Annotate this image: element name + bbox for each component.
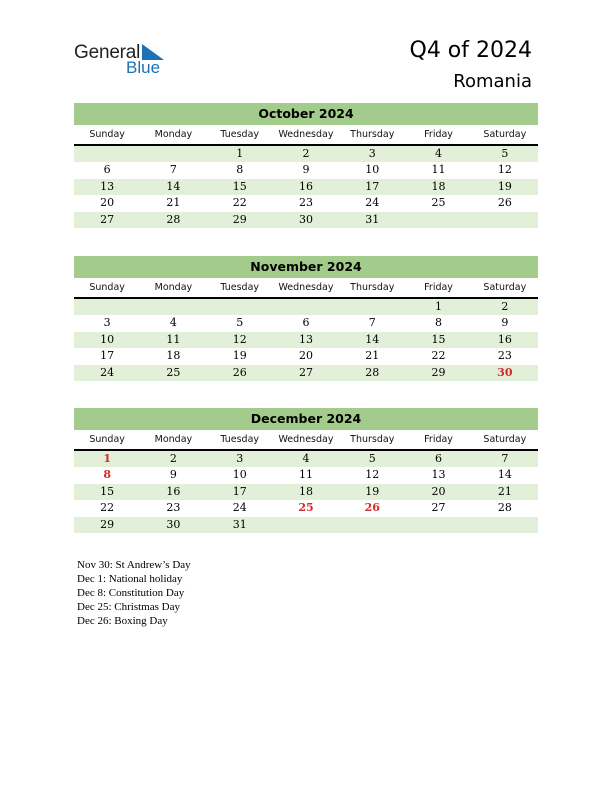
day-cell: 26 bbox=[497, 196, 512, 209]
day-cell: 15 bbox=[431, 332, 446, 346]
day-cell: 18 bbox=[431, 179, 446, 193]
day-cell: 9 bbox=[501, 316, 509, 329]
day-cell: 7 bbox=[169, 163, 177, 176]
weekday-label: Friday bbox=[424, 282, 453, 293]
day-cell: 6 bbox=[435, 451, 443, 465]
day-cell: 15 bbox=[100, 484, 115, 498]
day-cell: 18 bbox=[298, 484, 313, 498]
day-cell: 21 bbox=[497, 484, 512, 498]
day-cell: 22 bbox=[100, 501, 115, 514]
day-cell: 3 bbox=[368, 146, 376, 160]
day-cell: 31 bbox=[365, 212, 380, 226]
weekday-label: Sunday bbox=[89, 282, 125, 293]
day-cell: 8 bbox=[236, 163, 244, 176]
week-row bbox=[74, 195, 538, 212]
day-cell: 4 bbox=[169, 316, 177, 329]
day-cell: 12 bbox=[365, 468, 380, 481]
empty-cell bbox=[140, 299, 206, 316]
empty-cell bbox=[273, 299, 339, 316]
empty-cell bbox=[405, 212, 471, 229]
day-cell: 26 bbox=[364, 501, 380, 514]
day-cell: 16 bbox=[298, 179, 313, 193]
logo-blue-text: Blue bbox=[126, 58, 161, 77]
week-row bbox=[74, 365, 538, 382]
day-cell: 16 bbox=[166, 484, 181, 498]
day-cell: 7 bbox=[368, 316, 376, 329]
day-cell: 10 bbox=[100, 332, 115, 346]
empty-cell bbox=[74, 146, 140, 163]
holiday-note: Dec 1: National holiday bbox=[77, 573, 183, 585]
weekday-label: Wednesday bbox=[278, 434, 334, 445]
day-cell: 31 bbox=[232, 517, 247, 531]
week-row bbox=[74, 500, 538, 517]
empty-cell bbox=[472, 212, 538, 229]
day-cell: 27 bbox=[100, 212, 115, 226]
day-cell: 24 bbox=[100, 365, 115, 379]
weekday-label: Thursday bbox=[350, 282, 395, 293]
week-row bbox=[74, 451, 538, 468]
day-cell: 27 bbox=[431, 501, 446, 514]
holiday-note: Dec 25: Christmas Day bbox=[77, 601, 180, 613]
day-cell: 11 bbox=[166, 332, 181, 346]
empty-cell bbox=[140, 146, 206, 163]
day-cell: 12 bbox=[497, 163, 512, 176]
day-cell: 21 bbox=[166, 196, 181, 209]
day-cell: 9 bbox=[302, 163, 310, 176]
empty-cell bbox=[339, 299, 405, 316]
day-cell: 5 bbox=[501, 146, 509, 160]
weekday-label: Monday bbox=[154, 282, 193, 293]
week-row bbox=[74, 299, 538, 316]
day-cell: 2 bbox=[501, 299, 509, 313]
day-cell: 6 bbox=[302, 316, 310, 329]
weekday-label: Sunday bbox=[89, 129, 125, 140]
weekday-label: Thursday bbox=[350, 434, 395, 445]
day-cell: 28 bbox=[166, 212, 181, 226]
weekday-label: Friday bbox=[424, 129, 453, 140]
empty-cell bbox=[339, 517, 405, 534]
day-cell: 23 bbox=[298, 196, 313, 209]
day-cell: 19 bbox=[232, 349, 247, 362]
day-cell: 10 bbox=[365, 163, 380, 176]
empty-cell bbox=[273, 517, 339, 534]
holiday-notes bbox=[77, 558, 191, 628]
day-cell: 11 bbox=[431, 163, 446, 176]
month-title: December 2024 bbox=[74, 408, 538, 430]
empty-cell bbox=[405, 517, 471, 534]
day-cell: 18 bbox=[166, 349, 181, 362]
day-cell: 13 bbox=[431, 468, 446, 481]
day-cell: 17 bbox=[100, 349, 115, 362]
day-cell: 25 bbox=[298, 501, 314, 514]
day-cell: 3 bbox=[236, 451, 244, 465]
weeks bbox=[74, 146, 538, 229]
day-cell: 5 bbox=[368, 451, 376, 465]
weekday-label: Tuesday bbox=[220, 129, 260, 140]
day-cell: 29 bbox=[431, 365, 446, 379]
day-cell: 27 bbox=[298, 365, 313, 379]
day-cell: 29 bbox=[100, 517, 115, 531]
day-cell: 28 bbox=[365, 365, 380, 379]
week-row bbox=[74, 179, 538, 196]
day-cell: 20 bbox=[298, 349, 313, 362]
weekday-label: Tuesday bbox=[220, 282, 260, 293]
weekday-label: Wednesday bbox=[278, 129, 334, 140]
day-cell: 20 bbox=[431, 484, 446, 498]
day-cell: 30 bbox=[497, 365, 513, 379]
day-cell: 23 bbox=[166, 501, 181, 514]
weekday-label: Monday bbox=[154, 129, 193, 140]
day-cell: 23 bbox=[497, 349, 512, 362]
day-cell: 30 bbox=[166, 517, 181, 531]
day-cell: 13 bbox=[100, 179, 115, 193]
empty-cell bbox=[74, 299, 140, 316]
week-row bbox=[74, 162, 538, 179]
holiday-note: Dec 26: Boxing Day bbox=[77, 615, 168, 627]
month-title: October 2024 bbox=[74, 103, 538, 125]
week-row bbox=[74, 467, 538, 484]
weekday-label: Friday bbox=[424, 434, 453, 445]
weekday-label: Sunday bbox=[89, 434, 125, 445]
week-row bbox=[74, 484, 538, 501]
day-cell: 14 bbox=[497, 468, 512, 481]
day-cell: 9 bbox=[169, 468, 177, 481]
day-cell: 30 bbox=[298, 212, 313, 226]
day-cell: 21 bbox=[365, 349, 380, 362]
weekday-header bbox=[74, 278, 538, 297]
week-row bbox=[74, 332, 538, 349]
weekday-label: Saturday bbox=[483, 282, 527, 293]
holiday-note: Dec 8: Constitution Day bbox=[77, 587, 185, 599]
day-cell: 4 bbox=[302, 451, 310, 465]
weekday-label: Monday bbox=[154, 434, 193, 445]
weekday-header bbox=[74, 125, 538, 144]
day-cell: 8 bbox=[435, 316, 443, 329]
day-cell: 24 bbox=[365, 196, 380, 209]
day-cell: 3 bbox=[103, 316, 111, 329]
day-cell: 15 bbox=[232, 179, 247, 193]
weeks bbox=[74, 451, 538, 534]
logo-general-text: General bbox=[74, 42, 141, 63]
day-cell: 7 bbox=[501, 451, 509, 465]
day-cell: 22 bbox=[232, 196, 247, 209]
day-cell: 28 bbox=[497, 501, 512, 514]
month-title: November 2024 bbox=[74, 256, 538, 278]
day-cell: 1 bbox=[435, 299, 443, 313]
month-october bbox=[74, 103, 538, 228]
day-cell: 2 bbox=[169, 451, 177, 465]
day-cell: 4 bbox=[435, 146, 443, 160]
day-cell: 25 bbox=[431, 196, 446, 209]
weekday-label: Wednesday bbox=[278, 282, 334, 293]
day-cell: 5 bbox=[236, 316, 244, 329]
day-cell: 14 bbox=[166, 179, 181, 193]
day-cell: 19 bbox=[497, 179, 512, 193]
page-title: Q4 of 2024 bbox=[409, 38, 532, 63]
day-cell: 17 bbox=[365, 179, 380, 193]
day-cell: 17 bbox=[232, 484, 247, 498]
day-cell: 25 bbox=[166, 365, 181, 379]
weekday-label: Tuesday bbox=[220, 434, 260, 445]
empty-cell bbox=[472, 517, 538, 534]
week-row bbox=[74, 517, 538, 534]
day-cell: 8 bbox=[103, 468, 111, 481]
day-cell: 13 bbox=[298, 332, 313, 346]
country-name: Romania bbox=[453, 71, 532, 92]
day-cell: 19 bbox=[365, 484, 380, 498]
day-cell: 20 bbox=[100, 196, 115, 209]
weeks bbox=[74, 299, 538, 382]
empty-cell bbox=[207, 299, 273, 316]
weekday-label: Saturday bbox=[483, 129, 527, 140]
day-cell: 24 bbox=[232, 501, 247, 514]
day-cell: 22 bbox=[431, 349, 446, 362]
month-november bbox=[74, 256, 538, 381]
day-cell: 2 bbox=[302, 146, 310, 160]
day-cell: 10 bbox=[232, 468, 247, 481]
weekday-label: Saturday bbox=[483, 434, 527, 445]
logo bbox=[74, 42, 184, 78]
day-cell: 1 bbox=[236, 146, 244, 160]
day-cell: 16 bbox=[497, 332, 512, 346]
day-cell: 6 bbox=[103, 163, 111, 176]
day-cell: 29 bbox=[232, 212, 247, 226]
week-row bbox=[74, 315, 538, 332]
week-row bbox=[74, 348, 538, 365]
week-row bbox=[74, 212, 538, 229]
day-cell: 12 bbox=[232, 332, 247, 346]
day-cell: 26 bbox=[232, 365, 247, 379]
month-december bbox=[74, 408, 538, 533]
day-cell: 11 bbox=[298, 468, 313, 481]
holiday-note: Nov 30: St Andrew’s Day bbox=[77, 559, 191, 571]
week-row bbox=[74, 146, 538, 163]
weekday-header bbox=[74, 430, 538, 449]
day-cell: 1 bbox=[103, 451, 111, 465]
day-cell: 14 bbox=[365, 332, 380, 346]
weekday-label: Thursday bbox=[350, 129, 395, 140]
